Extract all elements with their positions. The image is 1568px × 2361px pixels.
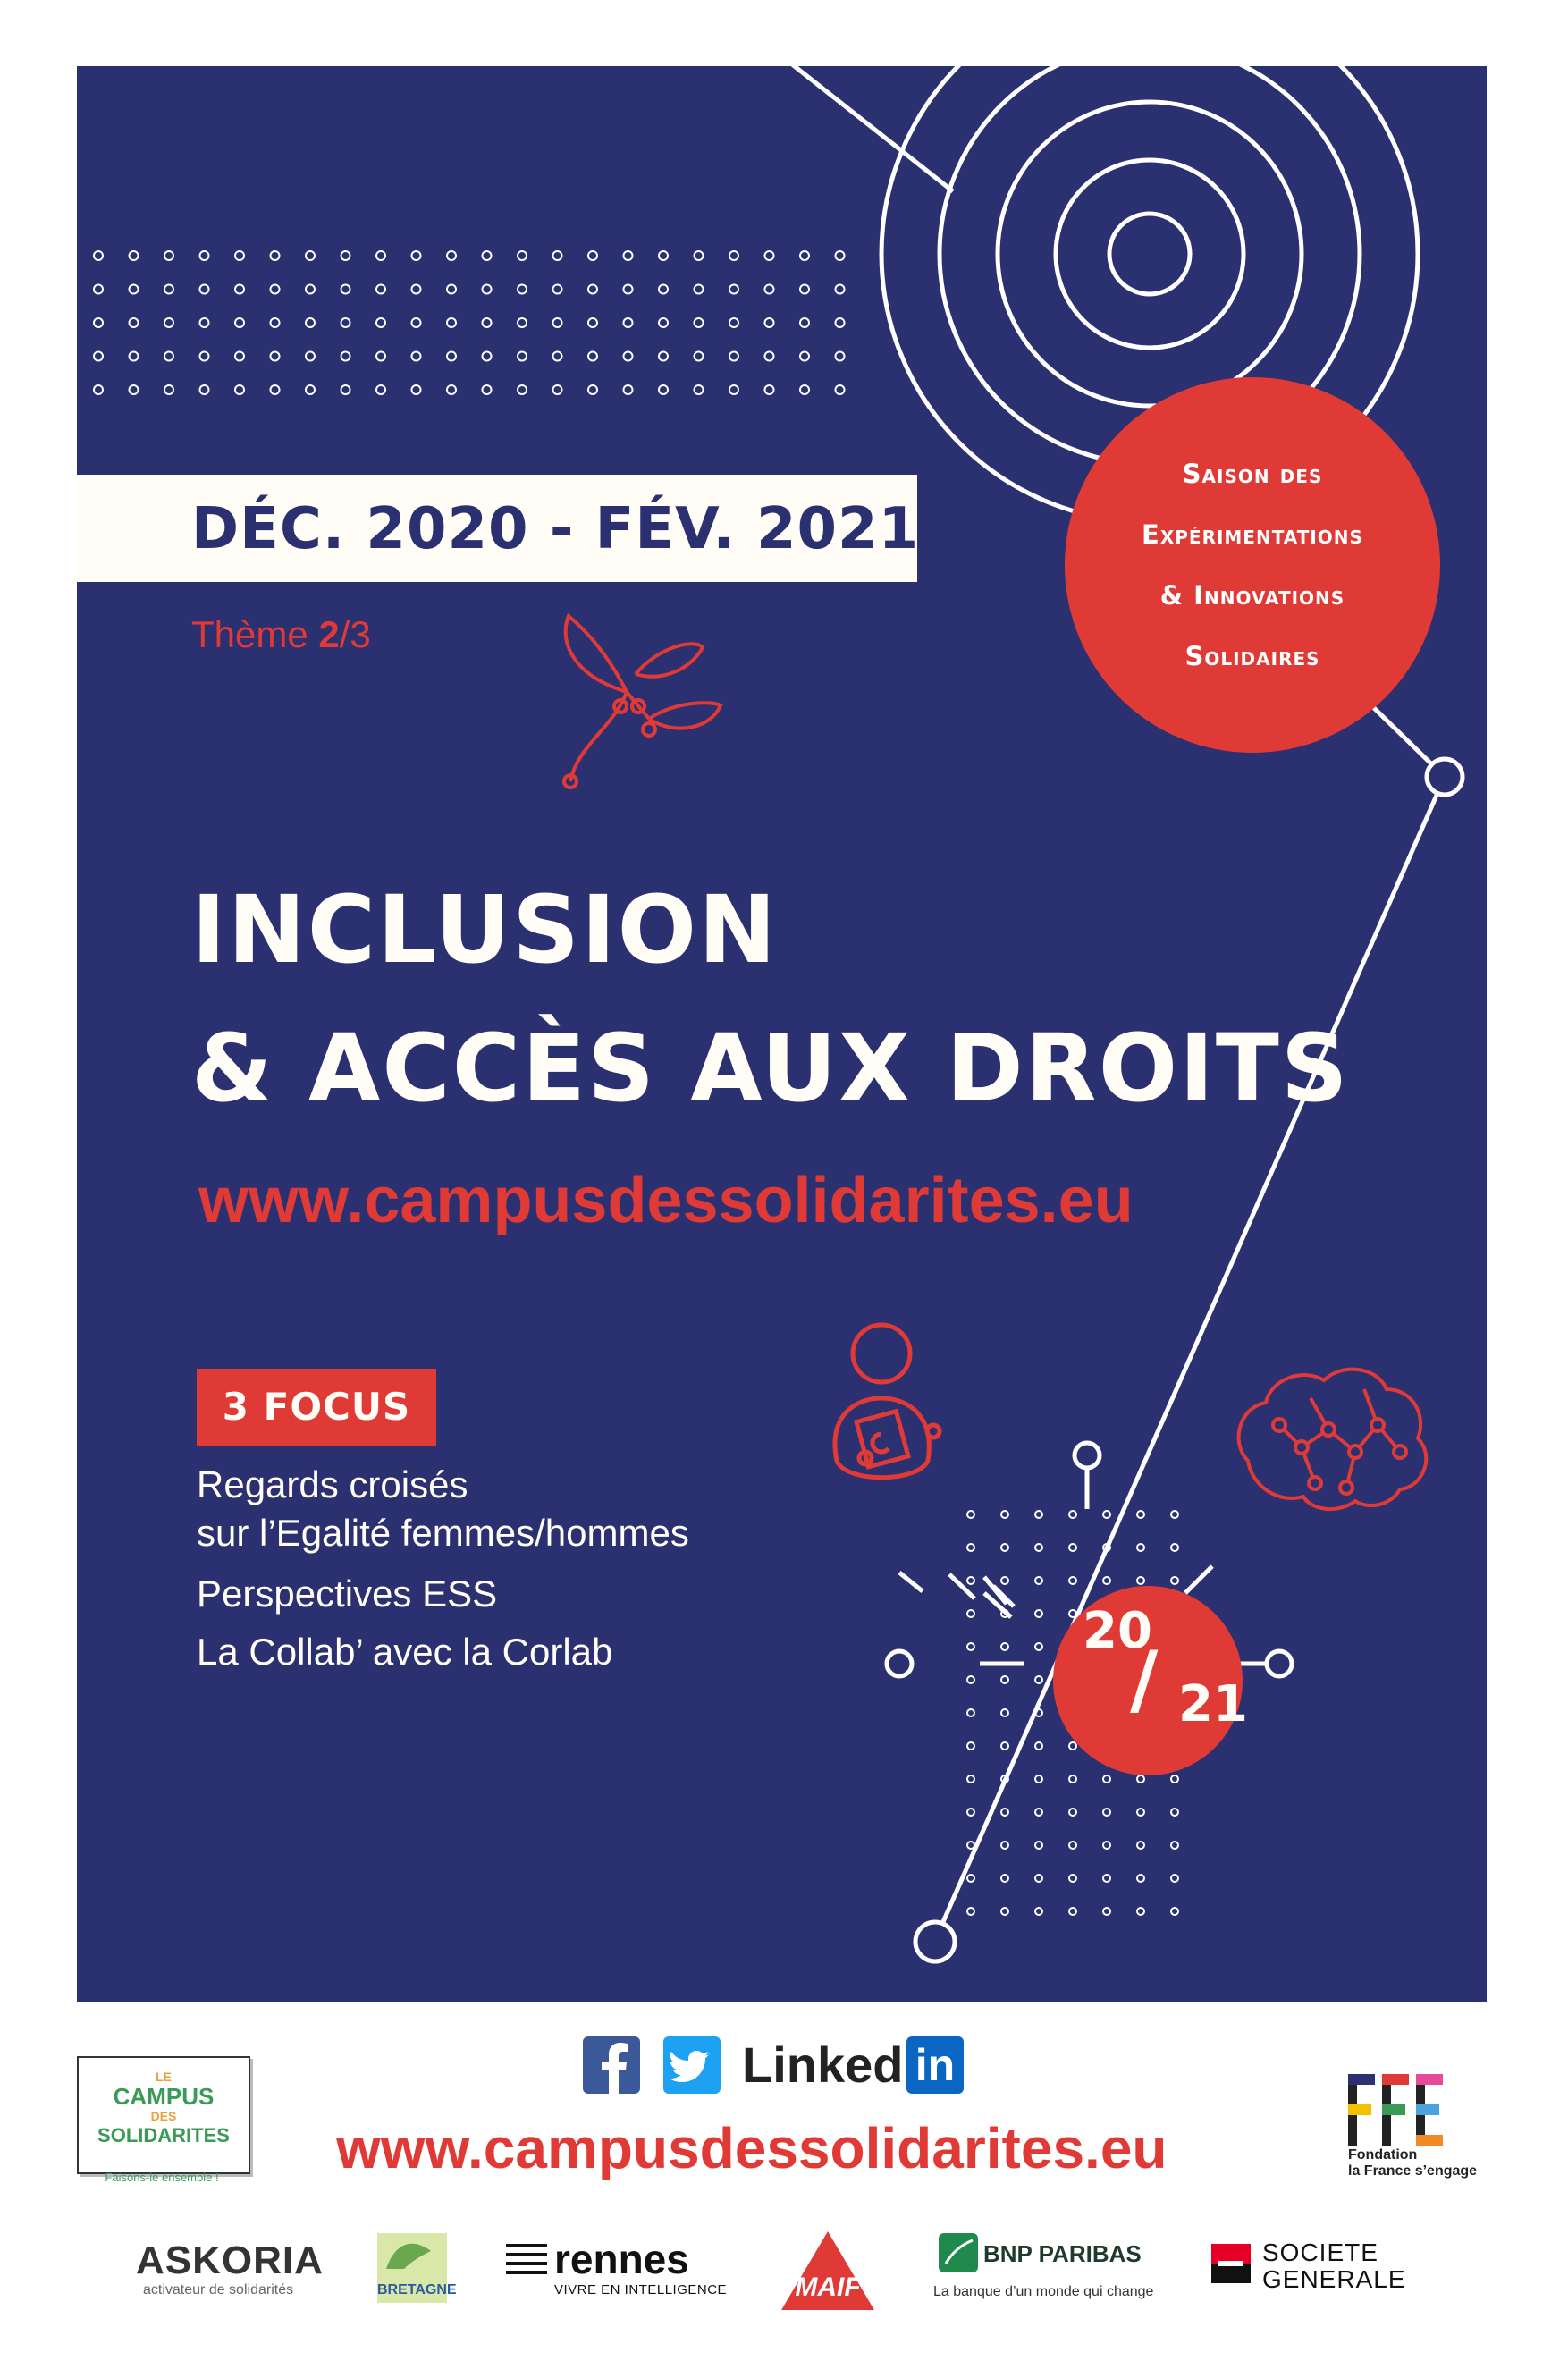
- dot: [1001, 1643, 1008, 1650]
- dot: [1001, 1809, 1008, 1816]
- dot: [1069, 1842, 1076, 1849]
- dot: [659, 285, 668, 294]
- dot: [967, 1709, 974, 1716]
- dot: [1137, 1577, 1144, 1584]
- ffe-caption-line-1: Fondation: [1348, 2147, 1418, 2163]
- dot: [376, 251, 385, 260]
- dot: [800, 285, 809, 294]
- dot: [967, 1875, 974, 1882]
- dot: [447, 285, 456, 294]
- dot: [412, 251, 421, 260]
- focus-item-2: Perspectives ESS: [197, 1573, 498, 1615]
- askoria-tagline: activateur de solidarités: [143, 2282, 294, 2298]
- dot: [967, 1511, 974, 1518]
- askoria-logo[interactable]: ASKORIA: [136, 2239, 324, 2282]
- dot: [306, 251, 315, 260]
- dot: [518, 251, 527, 260]
- dot: [130, 352, 139, 361]
- dot: [483, 385, 492, 394]
- dot: [800, 385, 809, 394]
- dot: [1001, 1742, 1008, 1750]
- dot: [553, 251, 562, 260]
- dot: [200, 251, 209, 260]
- dot: [1035, 1908, 1042, 1915]
- dot: [836, 285, 845, 294]
- dot: [271, 385, 280, 394]
- dot: [1069, 1544, 1076, 1551]
- dot: [659, 352, 668, 361]
- dot: [1069, 1809, 1076, 1816]
- main-title-line-2: & ACCÈS AUX DROITS: [191, 1014, 1350, 1123]
- dot: [553, 352, 562, 361]
- dot: [271, 251, 280, 260]
- dot: [94, 285, 103, 294]
- dot: [1103, 1577, 1110, 1584]
- dot: [341, 285, 350, 294]
- dot: [659, 385, 668, 394]
- year-badge-bottom: 21: [1178, 1675, 1248, 1733]
- dot: [1103, 1775, 1110, 1783]
- rennes-tagline: VIVRE EN INTELLIGENCE: [554, 2282, 728, 2298]
- dot: [1137, 1908, 1144, 1915]
- dot: [1035, 1742, 1042, 1750]
- campus-logo-line-3: DES: [150, 2109, 177, 2123]
- dot: [659, 318, 668, 327]
- rennes-mark-icon: [506, 2242, 547, 2278]
- ffe-caption: [1348, 2147, 1477, 2180]
- societe-generale-mark-icon: [1211, 2244, 1251, 2283]
- focus-item-1b: sur l’Egalité femmes/hommes: [197, 1512, 689, 1554]
- dot: [1035, 1842, 1042, 1849]
- dot: [1035, 1809, 1042, 1816]
- dot: [1001, 1875, 1008, 1882]
- dot: [376, 285, 385, 294]
- dot: [164, 352, 173, 361]
- dot: [1035, 1511, 1042, 1518]
- dot: [164, 385, 173, 394]
- dot: [306, 352, 315, 361]
- dot: [130, 385, 139, 394]
- dot: [588, 385, 597, 394]
- facebook-icon[interactable]: [583, 2036, 640, 2094]
- dot: [1001, 1676, 1008, 1683]
- dot: [588, 251, 597, 260]
- dot: [836, 318, 845, 327]
- dot: [376, 385, 385, 394]
- dot: [271, 285, 280, 294]
- dot: [695, 251, 704, 260]
- svg-text:MAIF: MAIF: [795, 2272, 861, 2302]
- focus-badge: 3 FOCUS: [197, 1369, 436, 1446]
- dot: [624, 251, 633, 260]
- brain-icon: [1239, 1370, 1427, 1509]
- linkedin-wordmark[interactable]: Linked: [742, 2036, 904, 2093]
- dot: [341, 385, 350, 394]
- season-line-2: Expérimentations: [1142, 519, 1363, 550]
- dot: [967, 1544, 974, 1551]
- dot: [483, 251, 492, 260]
- dot: [588, 352, 597, 361]
- bnp-stars-icon: [939, 2233, 978, 2272]
- linkedin-icon[interactable]: in: [906, 2036, 964, 2094]
- dot: [729, 352, 738, 361]
- dot: [553, 285, 562, 294]
- footer-website-link[interactable]: www.campusdessolidarites.eu: [336, 2116, 1168, 2180]
- dot: [967, 1676, 974, 1683]
- dot: [1103, 1511, 1110, 1518]
- dot: [1103, 1908, 1110, 1915]
- dot: [1171, 1775, 1178, 1783]
- dot: [341, 352, 350, 361]
- dot: [1035, 1643, 1042, 1650]
- focus-item-1a: Regards croisés: [197, 1463, 468, 1505]
- dot: [729, 285, 738, 294]
- dot: [130, 285, 139, 294]
- dot-grid-top: [94, 251, 845, 394]
- dot: [164, 285, 173, 294]
- ffe-caption-line-2: la France s’engage: [1348, 2163, 1478, 2179]
- dot: [483, 318, 492, 327]
- dot: [553, 318, 562, 327]
- theme-indicator: [191, 613, 371, 656]
- dot: [306, 385, 315, 394]
- dot: [447, 251, 456, 260]
- dot: [235, 385, 244, 394]
- ffe-logo[interactable]: [1348, 2074, 1446, 2146]
- dot: [967, 1908, 974, 1915]
- year-badge-top: 20: [1083, 1602, 1152, 1660]
- dot: [1035, 1610, 1042, 1617]
- dot: [800, 318, 809, 327]
- theme-label: Thème: [191, 613, 308, 655]
- dot: [729, 385, 738, 394]
- bnp-tagline: La banque d’un monde qui change: [933, 2284, 1154, 2299]
- focus-item-3: La Collab’ avec la Corlab: [197, 1631, 613, 1673]
- dot: [1171, 1908, 1178, 1915]
- dot: [1069, 1775, 1076, 1783]
- dot: [341, 251, 350, 260]
- dot: [483, 285, 492, 294]
- dot: [1035, 1875, 1042, 1882]
- dot: [1069, 1577, 1076, 1584]
- dot: [376, 352, 385, 361]
- dot: [1103, 1875, 1110, 1882]
- dot: [1001, 1577, 1008, 1584]
- dot: [1171, 1809, 1178, 1816]
- rennes-logo[interactable]: rennes: [554, 2236, 689, 2282]
- maif-logo[interactable]: [774, 2228, 881, 2317]
- dot: [200, 318, 209, 327]
- dot: [94, 385, 103, 394]
- website-link[interactable]: www.campusdessolidarites.eu: [198, 1165, 1134, 1236]
- dot: [1035, 1775, 1042, 1783]
- dot: [412, 285, 421, 294]
- dot: [1035, 1544, 1042, 1551]
- year-badge-slash: /: [1130, 1635, 1159, 1724]
- dot: [235, 318, 244, 327]
- dot: [1171, 1511, 1178, 1518]
- dot: [1001, 1908, 1008, 1915]
- dot: [765, 352, 774, 361]
- dot: [1035, 1577, 1042, 1584]
- dot: [729, 318, 738, 327]
- season-line-3: & Innovations: [1159, 580, 1345, 611]
- dot: [729, 251, 738, 260]
- dot: [1137, 1511, 1144, 1518]
- dot: [967, 1809, 974, 1816]
- sg-line-1: SOCIETE: [1262, 2239, 1378, 2266]
- campus-logo-line-2: CAMPUS: [113, 2083, 215, 2110]
- campus-logo[interactable]: [77, 2056, 250, 2174]
- dot: [1001, 1842, 1008, 1849]
- season-badge: [1065, 377, 1440, 753]
- dot: [695, 385, 704, 394]
- dot: [659, 251, 668, 260]
- dot: [1137, 1842, 1144, 1849]
- dot: [94, 251, 103, 260]
- dot: [1069, 1511, 1076, 1518]
- dot: [94, 318, 103, 327]
- dot: [1069, 1875, 1076, 1882]
- dot: [1171, 1842, 1178, 1849]
- person-icon: [835, 1325, 940, 1478]
- dot: [164, 251, 173, 260]
- poster-panel: [77, 66, 1487, 2002]
- dot: [235, 352, 244, 361]
- dot: [1137, 1875, 1144, 1882]
- dot: [483, 352, 492, 361]
- dot: [967, 1742, 974, 1750]
- dot: [518, 285, 527, 294]
- dot: [94, 352, 103, 361]
- dot: [836, 385, 845, 394]
- dot: [967, 1643, 974, 1650]
- season-line-1: Saison des: [1182, 459, 1323, 489]
- season-line-4: Solidaires: [1184, 641, 1320, 671]
- region-bretagne-label: BRETAGNE: [377, 2282, 457, 2298]
- dot: [164, 318, 173, 327]
- dot: [1171, 1875, 1178, 1882]
- theme-total: /3: [339, 613, 371, 655]
- main-title-line-1: INCLUSION: [191, 875, 779, 984]
- dot: [1137, 1544, 1144, 1551]
- campus-logo-text: [86, 2067, 241, 2146]
- dot: [1001, 1511, 1008, 1518]
- dot: [306, 318, 315, 327]
- dot: [624, 285, 633, 294]
- dot: [695, 352, 704, 361]
- dot: [447, 352, 456, 361]
- campus-logo-line-1: LE: [156, 2070, 172, 2084]
- dot: [1069, 1742, 1076, 1750]
- dot: [765, 318, 774, 327]
- dot: [765, 251, 774, 260]
- dot: [1001, 1709, 1008, 1716]
- dot: [341, 318, 350, 327]
- dot: [967, 1610, 974, 1617]
- dot: [836, 251, 845, 260]
- dot: [200, 385, 209, 394]
- theme-current: 2: [318, 613, 340, 655]
- dot: [271, 318, 280, 327]
- societe-generale-logo[interactable]: [1262, 2239, 1406, 2293]
- sg-line-2: GENERALE: [1262, 2265, 1406, 2293]
- dot: [836, 352, 845, 361]
- dot: [376, 318, 385, 327]
- dot: [800, 251, 809, 260]
- dot: [1001, 1544, 1008, 1551]
- dot: [765, 285, 774, 294]
- dot: [588, 318, 597, 327]
- dot: [200, 352, 209, 361]
- dot: [235, 285, 244, 294]
- bnp-paribas-logo[interactable]: BNP PARIBAS: [983, 2240, 1142, 2267]
- dot: [624, 318, 633, 327]
- dot: [412, 318, 421, 327]
- twitter-icon[interactable]: [663, 2036, 721, 2094]
- dot: [412, 352, 421, 361]
- campus-logo-line-4: SOLIDARITES: [97, 2124, 230, 2146]
- dot: [518, 352, 527, 361]
- dot: [624, 385, 633, 394]
- dot: [130, 251, 139, 260]
- dot: [588, 285, 597, 294]
- dot: [306, 285, 315, 294]
- dot: [235, 251, 244, 260]
- dot: [447, 385, 456, 394]
- dot: [1171, 1544, 1178, 1551]
- dot: [130, 318, 139, 327]
- dot: [765, 385, 774, 394]
- dot: [412, 385, 421, 394]
- dot: [1171, 1577, 1178, 1584]
- dot: [271, 352, 280, 361]
- dot: [1035, 1676, 1042, 1683]
- dot: [1069, 1908, 1076, 1915]
- dot: [1103, 1842, 1110, 1849]
- leaf-branch-icon: [564, 616, 721, 788]
- dot: [1137, 1775, 1144, 1783]
- dot: [624, 352, 633, 361]
- dot: [695, 285, 704, 294]
- dot: [1137, 1809, 1144, 1816]
- dot: [518, 318, 527, 327]
- dot: [967, 1577, 974, 1584]
- dot: [800, 352, 809, 361]
- dot: [1103, 1809, 1110, 1816]
- dot: [695, 318, 704, 327]
- dot: [447, 318, 456, 327]
- dot: [967, 1775, 974, 1783]
- campus-tagline: Faisons-le ensemble !: [105, 2171, 219, 2184]
- date-range: DÉC. 2020 - FÉV. 2021: [191, 496, 920, 562]
- dot: [200, 285, 209, 294]
- dot: [518, 385, 527, 394]
- dot: [553, 385, 562, 394]
